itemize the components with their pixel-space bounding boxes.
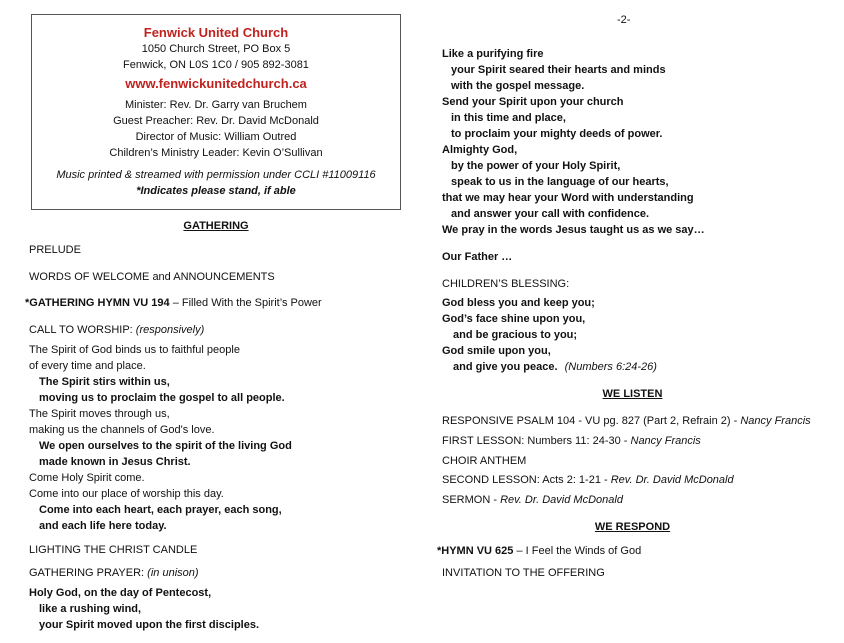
church-website: www.fenwickunitedchurch.ca <box>125 76 307 91</box>
choir-anthem: CHOIR ANTHEM <box>442 455 527 467</box>
call-response-line: moving us to proclaim the gospel to all people. <box>39 392 285 404</box>
prayer-cont-line: speak to us in the language of our hearts, <box>451 176 669 188</box>
welcome-announcements: WORDS OF WELCOME and ANNOUNCEMENTS <box>29 271 275 283</box>
prayer-line: Holy God, on the day of Pentecost, <box>29 587 212 599</box>
childrens-blessing-heading: CHILDREN’S BLESSING: <box>442 278 570 290</box>
gathering-prayer-note: (in unison) <box>147 567 199 579</box>
prayer-cont-line: with the gospel message. <box>451 80 585 92</box>
prayer-cont-line: to proclaim your mighty deeds of power. <box>451 128 663 140</box>
call-response-line: made known in Jesus Christ. <box>39 456 191 468</box>
call-response-line: We open ourselves to the spirit of the living God <box>39 440 292 452</box>
church-address-line1: 1050 Church Street, PO Box 5 <box>141 43 291 55</box>
blessing-last-line <box>453 361 657 373</box>
call-to-worship-heading <box>29 324 204 336</box>
gathering-prayer-label: GATHERING PRAYER: <box>29 567 148 579</box>
first-lesson <box>442 435 701 447</box>
guest-preacher-line: Guest Preacher: Rev. Dr. David McDonald <box>113 115 319 127</box>
blessing-reference: (Numbers 6:24-26) <box>564 361 657 373</box>
prayer-cont-line: your Spirit seared their hearts and minds <box>451 64 666 76</box>
hymn-625-number: *HYMN VU 625 <box>437 545 514 557</box>
call-response-line: The Spirit stirs within us, <box>39 376 170 388</box>
psalm-reader: Nancy Francis <box>740 415 811 427</box>
first-lesson-reader: Nancy Francis <box>630 435 701 447</box>
first-lesson-text: FIRST LESSON: Numbers 11: 24-30 - <box>442 435 631 447</box>
church-address-line2: Fenwick, ON L0S 1C0 / 905 892-3081 <box>123 59 309 71</box>
psalm-text: RESPONSIVE PSALM 104 - VU pg. 827 (Part 2, Refrain 2) - <box>442 415 741 427</box>
call-to-worship-note: (responsively) <box>135 324 205 336</box>
call-response-line: and each life here today. <box>39 520 167 532</box>
second-lesson-reader: Rev. Dr. David McDonald <box>610 474 734 486</box>
prayer-cont-line: and answer your call with confidence. <box>451 208 650 220</box>
second-lesson-text: SECOND LESSON: Acts 2: 1-21 - <box>442 474 611 486</box>
blessing-line: God smile upon you, <box>442 345 551 357</box>
sermon-preacher: Rev. Dr. David McDonald <box>500 494 623 506</box>
prayer-cont-line: Like a purifying fire <box>442 48 544 60</box>
call-line: The Spirit moves through us, <box>29 408 170 420</box>
call-line: Come into our place of worship this day. <box>29 488 224 500</box>
gathering-heading: GATHERING <box>183 220 249 232</box>
gathering-hymn-number: *GATHERING HYMN VU 194 <box>25 297 170 309</box>
responsive-psalm <box>442 415 811 427</box>
sermon <box>442 494 623 506</box>
stand-note: *Indicates please stand, if able <box>136 185 296 197</box>
prelude: PRELUDE <box>29 244 81 256</box>
children-leader-line: Children’s Ministry Leader: Kevin O’Sullivan <box>109 147 323 159</box>
our-father: Our Father … <box>442 251 513 263</box>
prayer-cont-line: Send your Spirit upon your church <box>442 96 624 108</box>
we-listen-heading: WE LISTEN <box>602 388 663 400</box>
prayer-cont-line: in this time and place, <box>451 112 566 124</box>
call-response-line: Come into each heart, each prayer, each song, <box>39 504 282 516</box>
blessing-line: and give you peace. <box>453 361 558 373</box>
christ-candle: LIGHTING THE CHRIST CANDLE <box>29 544 198 556</box>
hymn-625 <box>437 545 641 557</box>
minister-line: Minister: Rev. Dr. Garry van Bruchem <box>125 99 307 111</box>
second-lesson <box>442 474 734 486</box>
prayer-line: your Spirit moved upon the first disciples. <box>39 619 260 631</box>
prayer-cont-line: that we may hear your Word with understanding <box>442 192 694 204</box>
invitation-offering: INVITATION TO THE OFFERING <box>442 567 605 579</box>
call-line: The Spirit of God binds us to faithful people <box>29 344 240 356</box>
prayer-line: like a rushing wind, <box>39 603 142 615</box>
blessing-line: and be gracious to you; <box>453 329 578 341</box>
we-respond-heading: WE RESPOND <box>594 521 671 533</box>
prayer-cont-line: Almighty God, <box>442 144 518 156</box>
church-name: Fenwick United Church <box>143 25 289 40</box>
call-line: of every time and place. <box>29 360 146 372</box>
sermon-label: SERMON - <box>442 494 501 506</box>
prayer-cont-line: We pray in the words Jesus taught us as we say… <box>442 224 705 236</box>
call-line: Come Holy Spirit come. <box>29 472 145 484</box>
call-line: making us the channels of God's love. <box>29 424 215 436</box>
license-note: Music printed & streamed with permission under CCLI #11009116 <box>56 169 376 181</box>
blessing-line: God bless you and keep you; <box>442 297 595 309</box>
gathering-hymn-title: – Filled With the Spirit’s Power <box>169 297 322 309</box>
prayer-cont-line: by the power of your Holy Spirit, <box>451 160 621 172</box>
blessing-line: God’s face shine upon you, <box>442 313 586 325</box>
music-director-line: Director of Music: William Outred <box>135 131 297 143</box>
hymn-625-title: – I Feel the Winds of God <box>513 545 642 557</box>
call-to-worship-label: CALL TO WORSHIP: <box>29 324 136 336</box>
page-number: -2- <box>617 14 631 26</box>
church-header-box <box>31 14 401 210</box>
gathering-hymn <box>25 297 322 309</box>
gathering-prayer-heading <box>29 567 199 579</box>
